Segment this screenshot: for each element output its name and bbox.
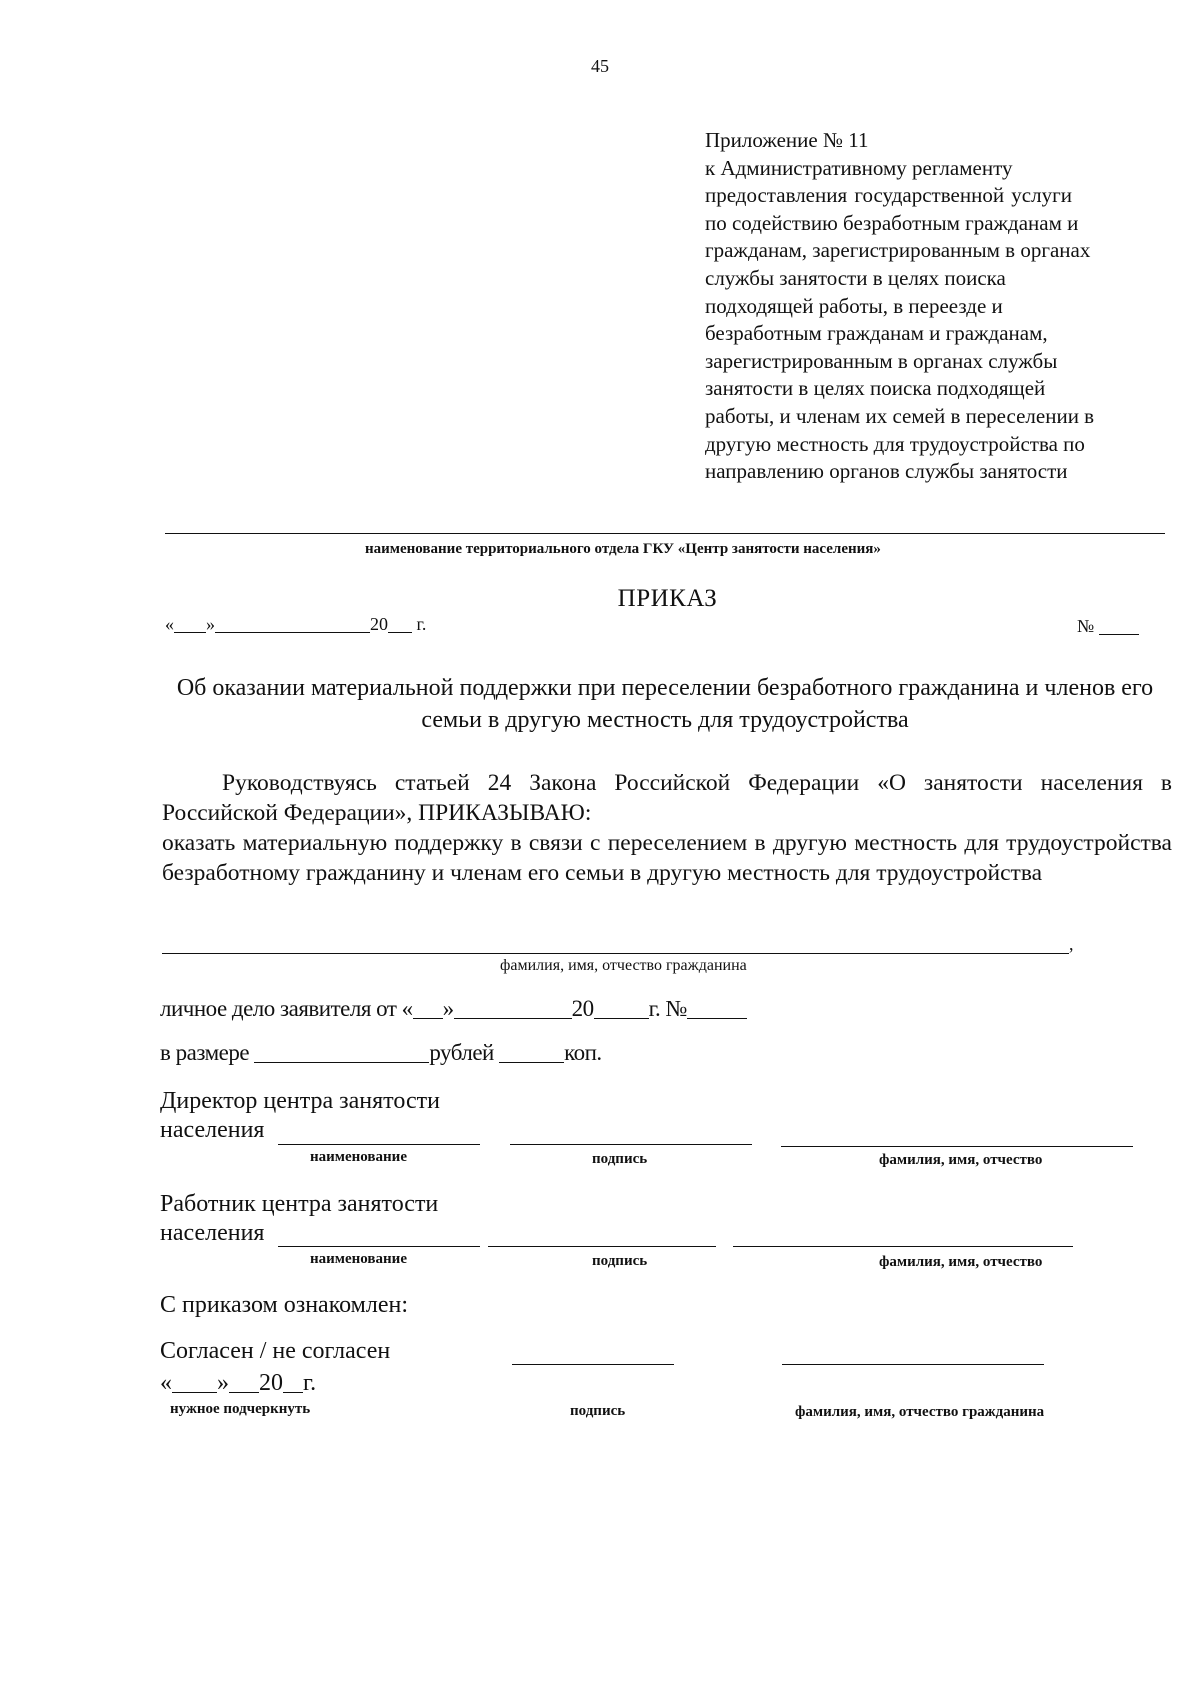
rubles-label: рублей [429,1040,494,1065]
worker-signature-line[interactable] [488,1246,716,1247]
worker-position-caption: наименование [310,1251,407,1267]
file-day-field[interactable] [413,995,443,1019]
director-position-caption: наименование [310,1149,407,1165]
agreement-year-suffix: г. [303,1370,317,1396]
appendix-line: предоставления государственной услуги [705,183,1072,208]
kopecks-field[interactable] [499,1039,564,1063]
comma-mark: , [1069,934,1074,954]
agreement-name-caption: фамилия, имя, отчество гражданина [795,1404,1045,1420]
agreement-signature-line[interactable] [512,1364,674,1365]
year-field[interactable] [388,614,412,633]
underline-needed-caption: нужное подчеркнуть [170,1401,311,1417]
file-month-field[interactable] [454,995,572,1019]
order-number-field[interactable] [1099,616,1139,635]
appendix-line: направлению органов службы занятости [705,459,1068,484]
file-number-field[interactable] [687,995,747,1019]
worker-title-line2: населения [160,1220,265,1246]
day-field[interactable] [174,614,206,633]
department-name-line [165,533,1165,534]
citizen-name-line[interactable] [162,953,1069,954]
agreement-date-close: » [217,1370,229,1396]
director-signature-line[interactable] [510,1144,752,1145]
appendix-line: по содействию безработным гражданам и [705,210,1079,235]
appendix-line: службы занятости в целях поиска [705,265,1006,290]
appendix-line: работы, и членам их семей в переселении в [705,403,1095,428]
order-preamble: Руководствуясь статьей 24 Закона Российской Федерации «О занятости населения в Российской Федерации», ПРИКАЗЫВАЮ: [162,770,1172,826]
worker-title-line1: Работник центра занятости [160,1191,439,1217]
month-field[interactable] [215,614,370,633]
page-number: 45 [591,56,609,76]
appendix-line: зарегистрированным в органах службы [705,348,1058,373]
director-signature-caption: подпись [592,1151,648,1167]
year-suffix: г. [412,614,427,634]
appendix-line: к Административному регламенту [705,155,1013,180]
worker-name-line[interactable] [733,1246,1073,1247]
file-year-suffix: г. № [648,996,687,1021]
personal-file-prefix: личное дело заявителя от « [160,996,413,1021]
appendix-line: безработным гражданам и гражданам, [705,321,1048,346]
director-title-line1: Директор центра занятости [160,1088,440,1114]
citizen-name-caption: фамилия, имя, отчество гражданина [500,957,747,974]
number-label: № [1077,616,1095,636]
agreement-year-prefix: 20 [259,1370,283,1396]
personal-file-line [160,995,747,1022]
order-date-line [165,614,426,635]
agreement-name-line[interactable] [782,1364,1044,1365]
worker-signature-caption: подпись [592,1253,648,1269]
agreement-signature-caption: подпись [570,1403,626,1419]
amount-line [160,1039,602,1066]
year-prefix: 20 [370,614,388,634]
agreement-date-open: « [160,1370,172,1396]
worker-name-caption: фамилия, имя, отчество [879,1254,1043,1270]
order-directive: оказать материальную поддержку в связи с переселением в другую местность для трудоустройства безработному гражданину и членам его семьи в другую местность для трудоустройства [162,830,1172,886]
appendix-line: другую местность для трудоустройства по [705,431,1085,456]
order-subject: Об оказании материальной поддержки при переселении безработного гражданина и членов его семьи в другую местность для трудоустройства [176,675,1154,733]
agreement-day-field[interactable] [172,1368,217,1393]
agreement-month-field[interactable] [229,1368,259,1393]
director-name-line[interactable] [781,1146,1133,1147]
order-number-line [1077,616,1139,637]
director-name-caption: фамилия, имя, отчество [879,1152,1043,1168]
document-title: ПРИКАЗ [617,585,718,612]
appendix-line: Приложение № 11 [705,128,869,152]
appendix-line: занятости в целях поиска подходящей [705,376,1046,401]
file-year-prefix: 20 [571,996,594,1021]
director-title-line2: населения [160,1117,265,1143]
date-open-quote: « [165,614,174,634]
rubles-field[interactable] [254,1039,429,1063]
kopecks-label: коп. [564,1040,602,1065]
date-close-quote: » [206,614,215,634]
acknowledged-heading: С приказом ознакомлен: [160,1292,409,1318]
department-name-caption: наименование территориального отдела ГКУ «Центр занятости населения» [365,541,881,557]
director-position-line[interactable] [278,1144,480,1145]
amount-prefix: в размере [160,1040,250,1065]
file-close-quote: » [442,996,454,1021]
agreement-date-line [160,1368,316,1398]
file-year-field[interactable] [594,995,649,1019]
appendix-block [705,127,1175,486]
worker-position-line[interactable] [278,1246,480,1247]
appendix-line: гражданам, зарегистрированным в органах [705,238,1091,263]
agreement-year-field[interactable] [283,1368,303,1393]
agreement-text: Согласен / не согласен [160,1338,391,1364]
appendix-line: подходящей работы, в переезде и [705,293,1003,318]
